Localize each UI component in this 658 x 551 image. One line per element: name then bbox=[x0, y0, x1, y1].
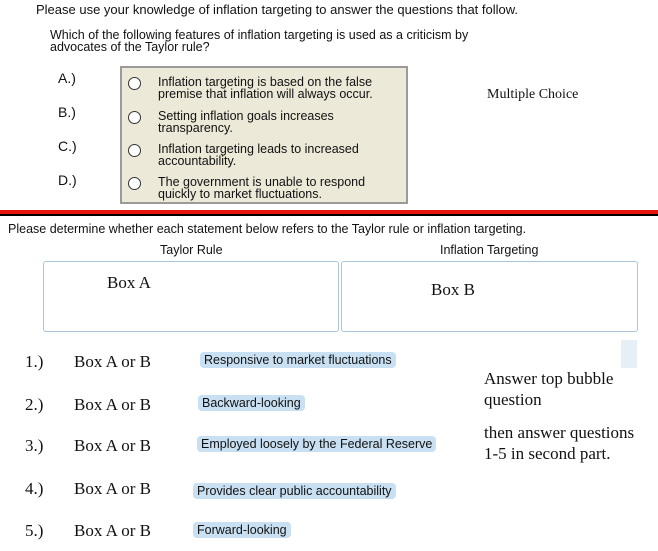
item-select-2[interactable]: Box A or B bbox=[74, 395, 151, 414]
box-b-label: Box B bbox=[431, 280, 475, 299]
option-d[interactable] bbox=[122, 172, 406, 202]
statement-chip-2[interactable]: Backward-looking bbox=[198, 395, 305, 411]
statement-chip-5[interactable]: Forward-looking bbox=[193, 522, 291, 538]
option-b[interactable] bbox=[122, 106, 406, 136]
drop-box-a[interactable] bbox=[43, 261, 339, 332]
statement-chip-3[interactable]: Employed loosely by the Federal Reserve bbox=[197, 436, 436, 452]
option-b-text: Setting inflation goals increases transparency. bbox=[158, 109, 334, 135]
item-select-4[interactable]: Box A or B bbox=[74, 479, 151, 498]
option-letter-b: B.) bbox=[58, 104, 76, 120]
statement-chip-4[interactable]: Provides clear public accountability bbox=[193, 483, 396, 499]
part2-instruction: Please determine whether each statement below refers to the Taylor rule or inflation targeting. bbox=[8, 222, 527, 236]
item-select-5[interactable]: Box A or B bbox=[74, 521, 151, 540]
option-letter-c: C.) bbox=[58, 138, 77, 154]
item-number-1: 1.) bbox=[25, 352, 44, 371]
option-c[interactable] bbox=[122, 139, 406, 169]
radio-button-c[interactable] bbox=[128, 144, 141, 157]
option-letter-d: D.) bbox=[58, 172, 77, 188]
item-number-3: 3.) bbox=[25, 436, 44, 455]
item-select-3[interactable]: Box A or B bbox=[74, 436, 151, 455]
faded-drag-placeholder bbox=[621, 340, 637, 368]
section-divider bbox=[0, 210, 658, 215]
item-number-5: 5.) bbox=[25, 521, 44, 540]
item-select-1[interactable]: Box A or B bbox=[74, 352, 151, 371]
option-letter-a: A.) bbox=[58, 70, 76, 86]
multiple-choice-box bbox=[120, 66, 408, 204]
hint-line-2: then answer questions 1-5 in second part. bbox=[484, 423, 635, 463]
intro-text: Please use your knowledge of inflation targeting to answer the questions that follow. bbox=[36, 2, 519, 17]
radio-button-b[interactable] bbox=[128, 111, 141, 124]
option-c-text: Inflation targeting leads to increased accountability. bbox=[158, 142, 359, 168]
instruction-hint bbox=[484, 368, 644, 464]
item-number-4: 4.) bbox=[25, 479, 44, 498]
option-a-text: Inflation targeting is based on the false premise that inflation will always occur. bbox=[158, 75, 373, 101]
statement-chip-1[interactable]: Responsive to market fluctuations bbox=[200, 352, 396, 368]
column-header-inflation-targeting: Inflation Targeting bbox=[440, 243, 539, 257]
column-header-taylor-rule: Taylor Rule bbox=[160, 243, 223, 257]
multiple-choice-label: Multiple Choice bbox=[487, 87, 579, 102]
item-number-2: 2.) bbox=[25, 395, 44, 414]
question-text: Which of the following features of inflation targeting is used as a criticism by advocates of the Taylor rule? bbox=[50, 28, 469, 54]
option-d-text: The government is unable to respond quickly to market fluctuations. bbox=[158, 175, 366, 201]
box-a-label: Box A bbox=[107, 273, 151, 292]
hint-line-1: Answer top bubble question bbox=[484, 369, 614, 409]
option-a[interactable] bbox=[122, 72, 406, 102]
radio-button-d[interactable] bbox=[128, 177, 141, 190]
radio-button-a[interactable] bbox=[128, 77, 141, 90]
drop-box-b[interactable] bbox=[341, 261, 638, 332]
